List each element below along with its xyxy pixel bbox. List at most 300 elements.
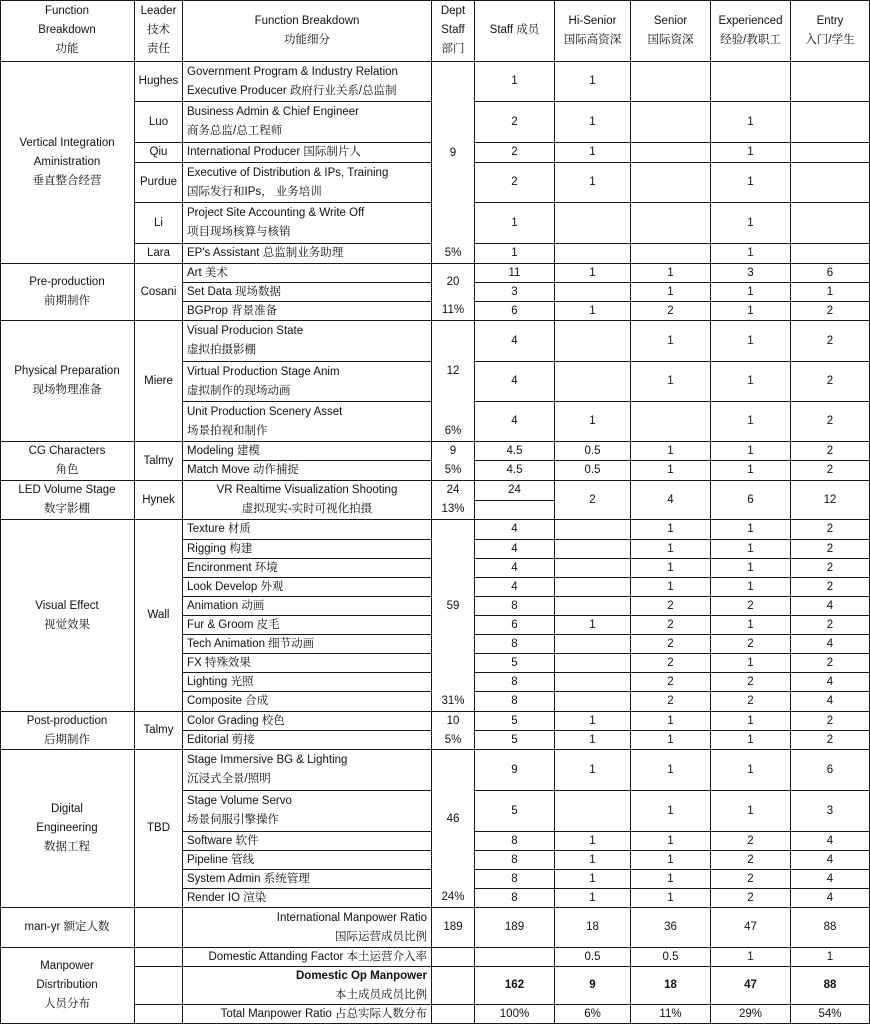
- experienced-count: [711, 163, 791, 203]
- cell-text-line: Software 软件: [187, 834, 259, 847]
- cell-value: 4: [826, 675, 834, 688]
- cell-text-line: Leader: [140, 5, 177, 17]
- cell-text-line: 人员分布: [44, 998, 90, 1010]
- cell-value: 1: [589, 176, 596, 188]
- distribution-staff: [475, 948, 555, 967]
- hi-senior-count: [555, 673, 631, 692]
- entry-count: [791, 654, 870, 673]
- experienced-count: [711, 692, 791, 712]
- hi-senior-count: [555, 203, 631, 244]
- cell-value: 18: [664, 979, 677, 991]
- distribution-dept-empty: [432, 967, 475, 1005]
- staff-count: [475, 870, 555, 889]
- cell-value: 4: [511, 561, 518, 574]
- cell-value: 2: [826, 733, 834, 746]
- cell-value: 8: [511, 872, 518, 885]
- senior-count: [631, 750, 711, 791]
- cell-value: 189: [443, 921, 463, 933]
- cell-text-line: Texture 材质: [187, 523, 251, 535]
- hi-senior-count: [555, 481, 631, 520]
- dept-staff-total: [432, 520, 475, 712]
- experienced-count: [711, 264, 791, 283]
- cell-value: 4: [826, 695, 834, 707]
- cell-value: 1: [747, 216, 754, 229]
- manyr-entry: [791, 908, 870, 948]
- dept-percent: 5%: [444, 734, 462, 746]
- entry-count: [791, 870, 870, 889]
- entry-count: [791, 163, 870, 203]
- cell-value: 0.5: [584, 444, 601, 457]
- senior-count: [631, 143, 711, 163]
- cell-text-line: 商务总监/总工程师: [187, 125, 283, 137]
- dept-percent: 31%: [441, 695, 465, 707]
- cell-text-line: 入门/学生: [805, 33, 855, 46]
- staff-count: [475, 244, 555, 264]
- function-breakdown-item: [183, 673, 432, 692]
- cell-text-line: 功能细分: [284, 33, 330, 46]
- cell-value: 4.5: [506, 464, 523, 476]
- dept-staff-total: [432, 712, 475, 750]
- cell-value: 1: [747, 804, 754, 817]
- cell-text-line: Manpower: [40, 960, 94, 972]
- staff-count: [475, 712, 555, 731]
- experienced-count: [711, 832, 791, 851]
- staff-count: [475, 851, 555, 870]
- cell-value: 2: [826, 464, 834, 476]
- cell-value: 2: [667, 695, 674, 707]
- cell-value: 2: [747, 853, 754, 866]
- header-hi-senior: [555, 0, 631, 62]
- cell-text-line: 场景拍视和制作: [187, 424, 268, 437]
- cell-value: 2: [747, 695, 754, 707]
- staff-count: [475, 442, 555, 461]
- staff-count: [475, 203, 555, 244]
- hi-senior-count: [555, 244, 631, 264]
- staff-count: [475, 731, 555, 750]
- senior-count: [631, 559, 711, 578]
- cell-value: 189: [504, 921, 525, 933]
- cell-value: 4: [826, 891, 834, 904]
- header-entry: [791, 0, 870, 62]
- entry-count: [791, 283, 870, 302]
- cell-text-line: Project Site Accounting & Write Off: [187, 207, 365, 219]
- distribution-dept-empty: [432, 1005, 475, 1024]
- distribution-row-label: [183, 1005, 432, 1024]
- distribution-entry: [791, 948, 870, 967]
- function-breakdown-item: [183, 283, 432, 302]
- entry-count: [791, 244, 870, 264]
- staff-count: [475, 520, 555, 540]
- cell-value: 1: [667, 804, 674, 817]
- cell-text-line: Match Move 动作捕捉: [187, 464, 299, 476]
- cell-text-line: Experienced: [718, 14, 783, 27]
- staff-count: [475, 673, 555, 692]
- cell-text-line: 虚拟现实-实时可视化拍摄: [241, 503, 373, 515]
- cell-value: 1: [747, 285, 754, 298]
- senior-count: [631, 692, 711, 712]
- senior-count: [631, 616, 711, 635]
- entry-count: [791, 143, 870, 163]
- hi-senior-count: [555, 264, 631, 283]
- hi-senior-count: [555, 461, 631, 481]
- cell-text-line: Function Breakdown: [254, 14, 360, 27]
- cell-text-line: Composite 合成: [187, 695, 269, 707]
- cell-text-line: FX 特殊效果: [187, 656, 251, 669]
- entry-count: [791, 402, 870, 442]
- cell-text-line: 后期制作: [44, 733, 90, 746]
- cell-text-line: 国际高资深: [563, 33, 622, 46]
- cell-text-line: Physical Preparation: [14, 365, 120, 377]
- cell-value: 2: [826, 415, 834, 427]
- experienced-count: [711, 578, 791, 597]
- cell-text-line: Hi-Senior: [568, 14, 617, 27]
- manyr-staff: [475, 908, 555, 948]
- cell-value: 2: [826, 542, 834, 555]
- cell-value: 2: [667, 675, 674, 688]
- experienced-count: [711, 62, 791, 102]
- senior-count: [631, 673, 711, 692]
- dept-percent: 11%: [441, 304, 465, 316]
- cell-value: 1: [511, 247, 518, 259]
- cell-value: 8: [511, 834, 518, 847]
- experienced-count: [711, 791, 791, 832]
- cell-value: 1: [667, 334, 674, 347]
- distribution-experienced: [711, 1005, 791, 1024]
- cell-value: 8: [511, 891, 518, 904]
- cell-value: 2: [667, 304, 674, 317]
- senior-count: [631, 442, 711, 461]
- staff-count: [475, 832, 555, 851]
- cell-text-line: Executive Producer 政府行业关系/总监制: [187, 84, 397, 97]
- function-breakdown-item: [183, 616, 432, 635]
- senior-count: [631, 163, 711, 203]
- cell-text-line: Look Develop 外观: [187, 580, 284, 593]
- hi-senior-count: [555, 143, 631, 163]
- function-breakdown-item: [183, 244, 432, 264]
- cell-value: Lara: [146, 247, 171, 259]
- cell-text-line: 技术: [147, 24, 170, 36]
- senior-count: [631, 870, 711, 889]
- entry-count: [791, 264, 870, 283]
- cell-value: 1: [667, 464, 674, 476]
- distribution-label: [0, 948, 135, 1024]
- distribution-dept-empty: [432, 948, 475, 967]
- header-senior: [631, 0, 711, 62]
- function-breakdown-item: [183, 461, 432, 481]
- cell-value: 0.5: [662, 950, 679, 963]
- cell-value: 2: [511, 146, 518, 158]
- senior-count: [631, 264, 711, 283]
- function-breakdown-item: [183, 362, 432, 402]
- staff-count: [475, 402, 555, 442]
- cell-text-line: 项目现场核算与核销: [187, 226, 291, 238]
- senior-count: [631, 203, 711, 244]
- function-breakdown-item: [183, 143, 432, 163]
- cell-value: Miere: [144, 374, 173, 387]
- cell-value: 8: [511, 853, 518, 866]
- cell-value: 1: [747, 304, 754, 317]
- entry-count: [791, 851, 870, 870]
- function-breakdown-item: [183, 402, 432, 442]
- function-breakdown-item: [183, 578, 432, 597]
- experienced-count: [711, 461, 791, 481]
- entry-count: [791, 750, 870, 791]
- experienced-count: [711, 870, 791, 889]
- hi-senior-count: [555, 321, 631, 362]
- dept-total: 20: [446, 276, 460, 288]
- cell-text-line: 现场物理准备: [32, 384, 102, 396]
- function-breakdown-item: [183, 559, 432, 578]
- cell-text-line: Art 美术: [187, 266, 228, 279]
- leader-name: [135, 264, 183, 321]
- cell-value: 12: [823, 493, 837, 506]
- cell-text-line: 经验/教职工: [720, 33, 781, 46]
- cell-text-line: 视觉效果: [44, 618, 90, 631]
- cell-value: 162: [504, 979, 525, 991]
- hi-senior-count: [555, 442, 631, 461]
- senior-count: [631, 851, 711, 870]
- cell-value: 1: [589, 75, 596, 87]
- cell-value: 2: [826, 618, 834, 631]
- cell-value: 3: [747, 266, 754, 279]
- experienced-count: [711, 143, 791, 163]
- cell-text-line: Pre-production: [29, 276, 105, 288]
- distribution-experienced: [711, 967, 791, 1005]
- cell-value: 1: [747, 115, 754, 128]
- function-group-name: [0, 321, 135, 442]
- cell-value: 2: [826, 580, 834, 593]
- cell-text-line: Color Grading 校色: [187, 714, 285, 727]
- senior-count: [631, 654, 711, 673]
- function-breakdown-item: [183, 692, 432, 712]
- distribution-leader-empty: [135, 1005, 183, 1024]
- hi-senior-count: [555, 597, 631, 616]
- cell-text-line: Lighting 光照: [187, 675, 254, 688]
- cell-text-line: System Admin 系统管理: [187, 872, 310, 885]
- cell-value: 1: [667, 891, 674, 904]
- cell-value: 2: [826, 523, 834, 535]
- senior-count: [631, 481, 711, 520]
- cell-value: 8: [511, 599, 518, 612]
- cell-value: 2: [826, 714, 834, 727]
- distribution-row-label: [183, 967, 432, 1005]
- leader-name: [135, 203, 183, 244]
- cell-value: 2: [826, 304, 834, 317]
- cell-value: 1: [747, 444, 754, 457]
- leader-name: [135, 481, 183, 520]
- cell-text-line: Digital: [51, 803, 83, 815]
- cell-text-line: 国际资深: [647, 33, 694, 46]
- staff-count: [475, 559, 555, 578]
- cell-value: man-yr 额定人数: [24, 921, 110, 933]
- function-breakdown-item: [183, 540, 432, 559]
- hi-senior-count: [555, 163, 631, 203]
- hi-senior-count: [555, 540, 631, 559]
- cell-text-line: Executive of Distribution & IPs, Training: [187, 166, 389, 179]
- cell-value: 1: [747, 146, 754, 158]
- cell-value: 1: [667, 561, 674, 574]
- staff-count: [475, 481, 555, 501]
- staff-count: [475, 461, 555, 481]
- cell-value: 1: [747, 656, 754, 669]
- cell-text-line: 数据工程: [44, 841, 90, 853]
- cell-value: 29%: [738, 1007, 763, 1020]
- function-breakdown-item: [183, 481, 432, 520]
- cell-value: 2: [826, 656, 834, 669]
- cell-value: 1: [589, 304, 596, 317]
- cell-value: 6: [826, 266, 834, 279]
- cell-value: 2: [747, 675, 754, 688]
- cell-value: 36: [664, 921, 677, 933]
- cell-text-line: 国际运营成员比例: [335, 930, 427, 943]
- staff-count: [475, 283, 555, 302]
- staff-count: [475, 597, 555, 616]
- hi-senior-count: [555, 635, 631, 654]
- cell-value: Talmy: [143, 724, 174, 736]
- cell-value: 4: [511, 523, 518, 535]
- cell-text-line: Staff: [441, 24, 465, 36]
- cell-text-line: 角色: [55, 464, 79, 476]
- distribution-senior: [631, 967, 711, 1005]
- cell-value: 1: [589, 872, 596, 885]
- cell-text-line: Virtual Production Stage Anim: [187, 365, 340, 378]
- cell-value: 1: [747, 950, 754, 963]
- dept-total: 9: [449, 146, 457, 159]
- hi-senior-count: [555, 559, 631, 578]
- cell-text-line: Stage Volume Servo: [187, 795, 292, 807]
- header-dept-staff: [432, 0, 475, 62]
- dept-percent: 5%: [444, 247, 462, 259]
- hi-senior-count: [555, 750, 631, 791]
- cell-value: 24: [508, 484, 521, 496]
- cell-value: 4: [667, 493, 674, 506]
- function-group-name: [0, 481, 135, 520]
- experienced-count: [711, 402, 791, 442]
- cell-value: 88: [823, 979, 837, 991]
- distribution-hi-senior: [555, 948, 631, 967]
- cell-text-line: 部门: [441, 43, 465, 55]
- cell-value: 1: [747, 733, 754, 746]
- entry-count: [791, 203, 870, 244]
- header-staff: [475, 0, 555, 62]
- hi-senior-count: [555, 791, 631, 832]
- hi-senior-count: [555, 654, 631, 673]
- cell-text-line: Visual Producion State: [187, 325, 304, 337]
- entry-count: [791, 102, 870, 143]
- cell-value: 1: [589, 714, 596, 727]
- cell-text-line: 责任: [147, 43, 170, 55]
- cell-value: 1: [747, 561, 754, 574]
- cell-value: 1: [667, 266, 674, 279]
- cell-text-line: 垂直整合经营: [32, 175, 102, 187]
- staff-count: [475, 321, 555, 362]
- hi-senior-count: [555, 851, 631, 870]
- cell-text-line: Dept: [440, 5, 466, 17]
- function-breakdown-item: [183, 712, 432, 731]
- cell-value: 18: [586, 921, 599, 933]
- function-breakdown-item: [183, 635, 432, 654]
- manyr-experienced: [711, 908, 791, 948]
- cell-text-line: 功能: [55, 43, 79, 55]
- dept-percent: 6%: [444, 425, 462, 437]
- function-breakdown-item: [183, 654, 432, 673]
- dept-staff-total: [432, 62, 475, 264]
- cell-value: 5: [511, 714, 518, 727]
- manyr-dept: [432, 908, 475, 948]
- manyr-leader-empty: [135, 908, 183, 948]
- leader-name: [135, 442, 183, 481]
- experienced-count: [711, 540, 791, 559]
- cell-value: 2: [667, 599, 674, 612]
- staff-count: [475, 750, 555, 791]
- leader-name: [135, 143, 183, 163]
- entry-count: [791, 520, 870, 540]
- cell-text-line: Aministration: [33, 156, 101, 168]
- cell-value: 4: [511, 415, 518, 427]
- senior-count: [631, 597, 711, 616]
- cell-value: 6: [747, 493, 754, 506]
- senior-count: [631, 302, 711, 321]
- cell-text-line: Vertical Integration: [19, 137, 115, 149]
- cell-value: 2: [826, 444, 834, 457]
- cell-value: 4: [511, 580, 518, 593]
- cell-value: 4: [826, 599, 834, 612]
- cell-text-line: LED Volume Stage: [18, 484, 116, 496]
- cell-value: Talmy: [143, 454, 174, 467]
- cell-value: 2: [747, 891, 754, 904]
- cell-text-line: 本土成员成员比例: [335, 988, 427, 1001]
- entry-count: [791, 481, 870, 520]
- cell-text-line: Engineering: [36, 822, 98, 834]
- cell-value: 4: [826, 834, 834, 847]
- function-breakdown-item: [183, 520, 432, 540]
- cell-value: 1: [667, 444, 674, 457]
- cell-text-line: International Manpower Ratio: [276, 911, 427, 924]
- entry-count: [791, 712, 870, 731]
- function-group-name: [0, 62, 135, 264]
- distribution-hi-senior: [555, 1005, 631, 1024]
- cell-value: 11%: [659, 1007, 682, 1020]
- leader-name: [135, 520, 183, 712]
- cell-value: 1: [667, 733, 674, 746]
- cell-text-line: Rigging 构建: [187, 542, 253, 555]
- staff-count-empty: [475, 501, 555, 520]
- cell-value: 2: [667, 618, 674, 631]
- cell-value: 4: [511, 334, 518, 347]
- distribution-leader-empty: [135, 967, 183, 1005]
- dept-percent: 24%: [441, 891, 465, 903]
- dept-total: 10: [446, 715, 460, 727]
- entry-count: [791, 731, 870, 750]
- function-breakdown-item: [183, 264, 432, 283]
- cell-value: 5: [511, 733, 518, 746]
- cell-value: 2: [747, 637, 754, 650]
- hi-senior-count: [555, 692, 631, 712]
- cell-text-line: Domestic Op Manpower: [296, 969, 427, 982]
- leader-name: [135, 163, 183, 203]
- hi-senior-count: [555, 889, 631, 908]
- cell-value: Hughes: [138, 75, 179, 87]
- staff-count: [475, 654, 555, 673]
- cell-value: 1: [747, 176, 754, 188]
- cell-text-line: Disrtribution: [36, 979, 98, 991]
- cell-value: 0.5: [584, 950, 601, 963]
- hi-senior-count: [555, 102, 631, 143]
- cell-value: 0.5: [584, 464, 601, 476]
- senior-count: [631, 791, 711, 832]
- cell-value: 88: [823, 921, 837, 933]
- cell-value: 5: [511, 656, 518, 669]
